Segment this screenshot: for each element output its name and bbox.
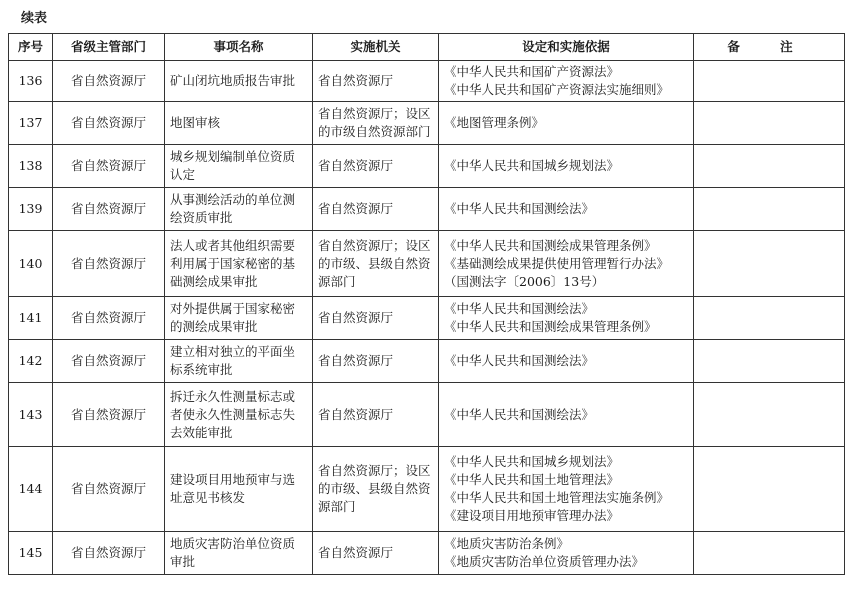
- basis-line: 《基础测绘成果提供使用管理暂行办法》: [444, 255, 670, 271]
- cell-basis: [439, 383, 694, 447]
- basis-line: 《中华人民共和国土地管理法》: [444, 472, 620, 487]
- table-row: [9, 61, 845, 102]
- table-caption: 续表: [21, 11, 48, 26]
- cell-no: 136: [9, 61, 53, 102]
- basis-line: 《中华人民共和国矿产资源法》: [444, 64, 620, 79]
- cell-note: [694, 102, 845, 145]
- cell-agency: 省自然资源厅；设区的市级、县级自然资源部门: [313, 447, 439, 532]
- cell-note: [694, 447, 845, 532]
- cell-note: [694, 61, 845, 102]
- cell-item: 建设项目用地预审与选址意见书核发: [165, 447, 313, 532]
- cell-no: 140: [9, 231, 53, 297]
- cell-agency: 省自然资源厅: [313, 145, 439, 188]
- cell-dept: 省自然资源厅: [53, 188, 165, 231]
- cell-basis: [439, 297, 694, 340]
- cell-agency: 省自然资源厅: [313, 340, 439, 383]
- table-row: [9, 102, 845, 145]
- table-row: [9, 532, 845, 575]
- table-row: [9, 231, 845, 297]
- cell-no: 137: [9, 102, 53, 145]
- cell-agency: 省自然资源厅；设区的市级、县级自然资源部门: [313, 231, 439, 297]
- cell-dept: 省自然资源厅: [53, 532, 165, 575]
- basis-line: 《中华人民共和国测绘法》: [444, 353, 595, 368]
- cell-agency: 省自然资源厅: [313, 383, 439, 447]
- cell-dept: 省自然资源厅: [53, 61, 165, 102]
- cell-item: 法人或者其他组织需要利用属于国家秘密的基础测绘成果审批: [165, 231, 313, 297]
- cell-no: 142: [9, 340, 53, 383]
- basis-line: 《地图管理条例》: [444, 115, 545, 130]
- cell-item: 地质灾害防治单位资质审批: [165, 532, 313, 575]
- header-no: 序号: [9, 34, 53, 61]
- basis-line: 《中华人民共和国土地管理法实施条例》: [444, 490, 670, 505]
- basis-line: 《中华人民共和国城乡规划法》: [444, 158, 620, 173]
- header-agency: 实施机关: [313, 34, 439, 61]
- cell-no: 145: [9, 532, 53, 575]
- cell-dept: 省自然资源厅: [53, 447, 165, 532]
- cell-no: 138: [9, 145, 53, 188]
- cell-item: 城乡规划编制单位资质认定: [165, 145, 313, 188]
- cell-dept: 省自然资源厅: [53, 340, 165, 383]
- basis-line: 《中华人民共和国矿产资源法实施细则》: [444, 82, 670, 97]
- cell-no: 141: [9, 297, 53, 340]
- cell-agency: 省自然资源厅: [313, 61, 439, 102]
- cell-item: 对外提供属于国家秘密的测绘成果审批: [165, 297, 313, 340]
- header-basis: 设定和实施依据: [439, 34, 694, 61]
- cell-basis: [439, 447, 694, 532]
- basis-line: （国测法字〔2006〕13号）: [444, 273, 605, 289]
- basis-line: 《中华人民共和国测绘法》: [444, 406, 595, 422]
- cell-dept: 省自然资源厅: [53, 145, 165, 188]
- table-row: [9, 383, 845, 447]
- cell-basis: [439, 61, 694, 102]
- cell-dept: 省自然资源厅: [53, 102, 165, 145]
- table-row: [9, 447, 845, 532]
- cell-basis: [439, 532, 694, 575]
- basis-line: 《中华人民共和国测绘成果管理条例》: [444, 237, 657, 253]
- cell-note: [694, 188, 845, 231]
- cell-note: [694, 145, 845, 188]
- basis-line: 《地质灾害防治条例》: [444, 536, 570, 551]
- cell-no: 143: [9, 383, 53, 447]
- cell-no: 144: [9, 447, 53, 532]
- table-row: [9, 188, 845, 231]
- cell-agency: 省自然资源厅: [313, 297, 439, 340]
- basis-line: 《中华人民共和国测绘成果管理条例》: [444, 319, 657, 334]
- header-item: 事项名称: [165, 34, 313, 61]
- cell-basis: [439, 145, 694, 188]
- basis-line: 《建设项目用地预审管理办法》: [444, 508, 620, 523]
- basis-line: 《地质灾害防治单位资质管理办法》: [444, 554, 645, 569]
- table-body: [9, 61, 845, 575]
- header-note: 备 注: [694, 34, 845, 61]
- header-dept: 省级主管部门: [53, 34, 165, 61]
- cell-basis: [439, 231, 694, 297]
- cell-basis: [439, 340, 694, 383]
- table-row: [9, 340, 845, 383]
- cell-note: [694, 532, 845, 575]
- cell-note: [694, 383, 845, 447]
- cell-item: 拆迁永久性测量标志或者使永久性测量标志失去效能审批: [165, 383, 313, 447]
- cell-dept: 省自然资源厅: [53, 297, 165, 340]
- basis-line: 《中华人民共和国测绘法》: [444, 301, 595, 316]
- table-header-row: [9, 34, 845, 61]
- basis-line: 《中华人民共和国测绘法》: [444, 201, 595, 216]
- cell-item: 建立相对独立的平面坐标系统审批: [165, 340, 313, 383]
- cell-note: [694, 231, 845, 297]
- cell-agency: 省自然资源厅: [313, 188, 439, 231]
- cell-note: [694, 340, 845, 383]
- basis-line: 《中华人民共和国城乡规划法》: [444, 454, 620, 469]
- approval-items-table: [8, 33, 845, 575]
- table-row: [9, 297, 845, 340]
- table-row: [9, 145, 845, 188]
- cell-item: 从事测绘活动的单位测绘资质审批: [165, 188, 313, 231]
- cell-agency: 省自然资源厅；设区的市级自然资源部门: [313, 102, 439, 145]
- cell-agency: 省自然资源厅: [313, 532, 439, 575]
- cell-basis: [439, 102, 694, 145]
- cell-dept: 省自然资源厅: [53, 231, 165, 297]
- cell-no: 139: [9, 188, 53, 231]
- cell-dept: 省自然资源厅: [53, 383, 165, 447]
- cell-note: [694, 297, 845, 340]
- cell-item: 地图审核: [165, 102, 313, 145]
- cell-item: 矿山闭坑地质报告审批: [165, 61, 313, 102]
- cell-basis: [439, 188, 694, 231]
